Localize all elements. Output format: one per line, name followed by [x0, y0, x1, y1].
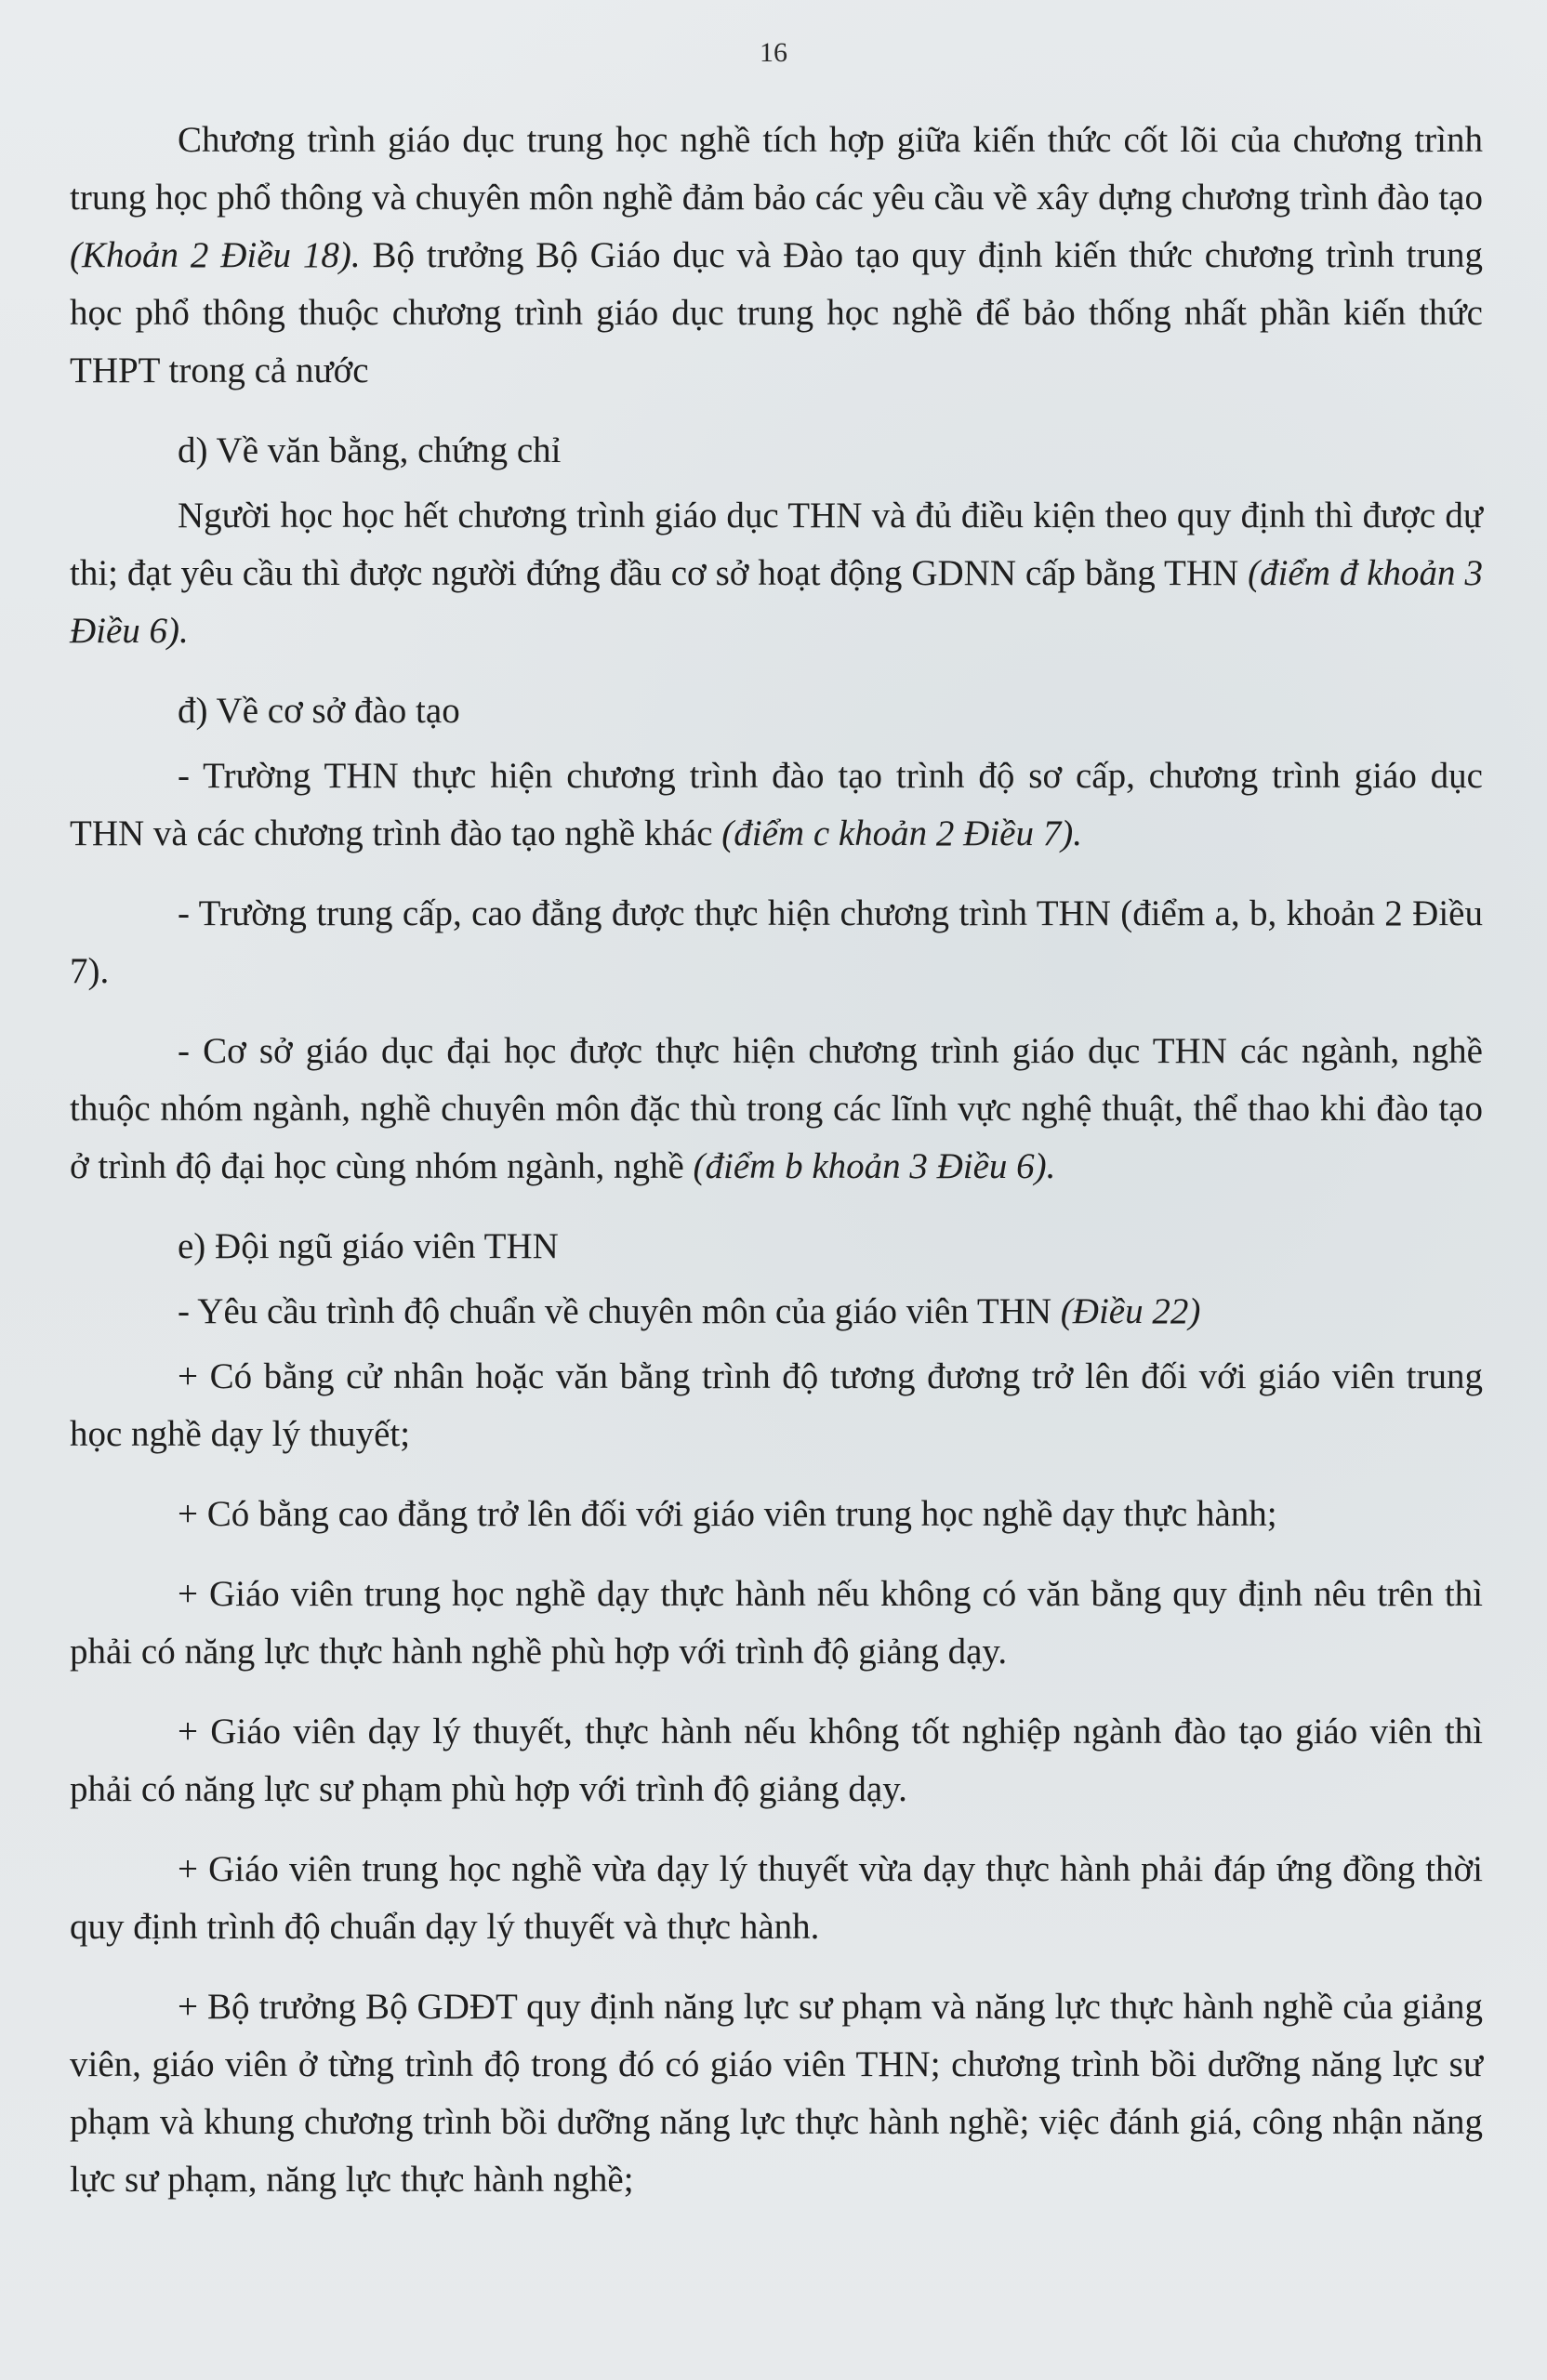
paragraph-15: + Bộ trưởng Bộ GDĐT quy định năng lực sư phạm và năng lực thực hành nghề của giảng viên, giáo viên ở từng trình độ trong đó có giáo viên THN; chương trình bồi dưỡng năng lực sư phạm và khung chương trình bồi dưỡng năng lực thực hành nghề; việc đánh giá, công nhận năng lực sư phạm, năng lực thực hành nghề;: [70, 1987, 1483, 2200]
paragraph-heading-dd: đ) Về cơ sở đào tạo: [178, 691, 460, 731]
paragraph-12: + Giáo viên trung học nghề dạy thực hành nếu không có văn bằng quy định nêu trên thì phải có năng lực thực hành nghề phù hợp với trình độ giảng dạy.: [70, 1574, 1483, 1672]
body-text: [70, 112, 1483, 2231]
paragraph-14: + Giáo viên trung học nghề vừa dạy lý thuyết vừa dạy thực hành phải đáp ứng đồng thời quy định trình độ chuẩn dạy lý thuyết và thực hành.: [70, 1849, 1483, 1947]
paragraph-1: Chương trình giáo dục trung học nghề tích hợp giữa kiến thức cốt lõi của chương trình trung học phổ thông và chuyên môn nghề đảm bảo các yêu cầu về xây dựng chương trình đào tạo (Khoản 2 Điều 18). Bộ trưởng Bộ Giáo dục và Đào tạo quy định kiến thức chương trình trung học phổ thông thuộc chương trình giáo dục trung học nghề để bảo thống nhất phần kiến thức THPT trong cả nước: [70, 120, 1483, 390]
paragraph-13: + Giáo viên dạy lý thuyết, thực hành nếu không tốt nghiệp ngành đào tạo giáo viên thì phải có năng lực sư phạm phù hợp với trình độ giảng dạy.: [70, 1712, 1483, 1809]
paragraph-heading-e: e) Đội ngũ giáo viên THN: [178, 1226, 559, 1266]
paragraph-6: - Trường trung cấp, cao đẳng được thực hiện chương trình THN (điểm a, b, khoản 2 Điều 7).: [70, 893, 1483, 991]
paragraph-3: Người học học hết chương trình giáo dục THN và đủ điều kiện theo quy định thì được dự thi; đạt yêu cầu thì được người đứng đầu cơ sở hoạt động GDNN cấp bằng THN (điểm đ khoản 3 Điều 6).: [70, 496, 1483, 651]
paragraph-9: - Yêu cầu trình độ chuẩn về chuyên môn của giáo viên THN (Điều 22): [178, 1291, 1201, 1331]
paragraph-7: - Cơ sở giáo dục đại học được thực hiện chương trình giáo dục THN các ngành, nghề thuộc nhóm ngành, nghề chuyên môn đặc thù trong các lĩnh vực nghệ thuật, thể thao khi đào tạo ở trình độ đại học cùng nhóm ngành, nghề (điểm b khoản 3 Điều 6).: [70, 1031, 1483, 1186]
page-number: 16: [760, 37, 787, 68]
paragraph-11: + Có bằng cao đẳng trở lên đối với giáo viên trung học nghề dạy thực hành;: [178, 1494, 1277, 1534]
paragraph-heading-d: d) Về văn bằng, chứng chỉ: [178, 430, 562, 470]
paragraph-10: + Có bằng cử nhân hoặc văn bằng trình độ tương đương trở lên đối với giáo viên trung học nghề dạy lý thuyết;: [70, 1356, 1483, 1454]
paragraph-5: - Trường THN thực hiện chương trình đào tạo trình độ sơ cấp, chương trình giáo dục THN và các chương trình đào tạo nghề khác (điểm c khoản 2 Điều 7).: [70, 756, 1483, 853]
